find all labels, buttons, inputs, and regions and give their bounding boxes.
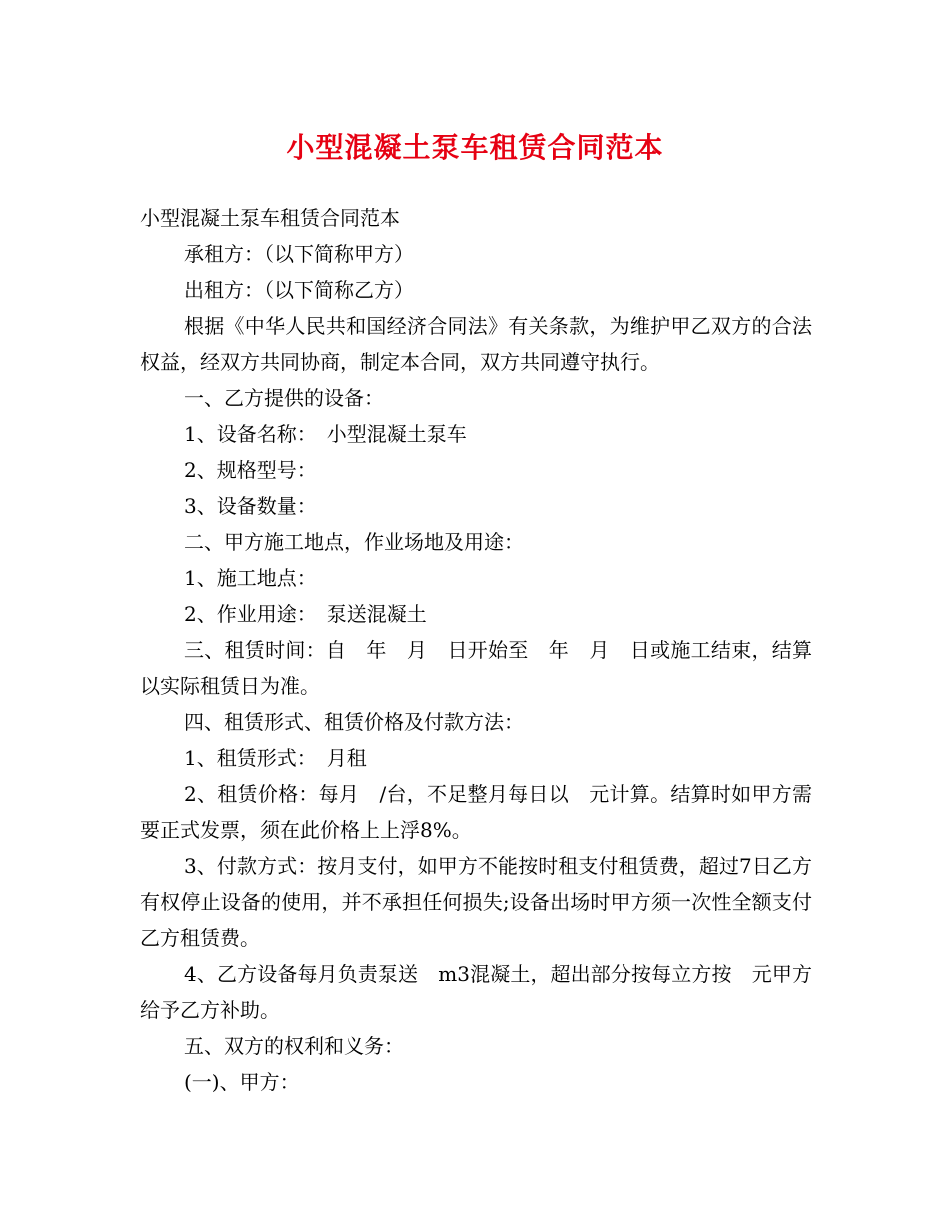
section-5-heading: 五、双方的权利和义务： bbox=[184, 1034, 404, 1058]
section-1-heading: 一、乙方提供的设备： bbox=[184, 386, 384, 410]
section-4-item-3: 3、付款方式：按月支付，如甲方不能按时租支付租赁费，超过7日乙方有权停止设备的使用，并不承担任何损失;设备出场时甲方须一次性全额支付乙方租赁费。 bbox=[140, 854, 812, 950]
paragraph-lessee: 承租方：（以下简称甲方） bbox=[184, 242, 414, 266]
section-4-item-2: 2、租赁价格：每月 /台，不足整月每日以 元计算。结算时如甲方需要正式发票，须在此价格上上浮8%。 bbox=[140, 782, 812, 842]
paragraph-lessor: 出租方：（以下简称乙方） bbox=[184, 278, 414, 302]
document-body bbox=[140, 200, 812, 1100]
paragraph-preamble: 根据《中华人民共和国经济合同法》有关条款，为维护甲乙双方的合法权益，经双方共同协商，制定本合同，双方共同遵守执行。 bbox=[140, 314, 812, 374]
section-4-item-1: 1、租赁形式： 月租 bbox=[184, 746, 367, 770]
section-4-heading: 四、租赁形式、租赁价格及付款方法： bbox=[184, 710, 524, 734]
paragraph-heading-repeat: 小型混凝土泵车租赁合同范本 bbox=[140, 206, 400, 230]
section-4-item-4: 4、乙方设备每月负责泵送 m3混凝土，超出部分按每立方按 元甲方给予乙方补助。 bbox=[140, 962, 812, 1022]
section-5-party-a: (一)、甲方： bbox=[184, 1070, 300, 1094]
section-1-item-3: 3、设备数量： bbox=[184, 494, 317, 518]
section-1-item-2: 2、规格型号： bbox=[184, 458, 317, 482]
section-2-item-1: 1、施工地点： bbox=[184, 566, 317, 590]
section-2-heading: 二、甲方施工地点，作业场地及用途： bbox=[184, 530, 524, 554]
section-1-item-1: 1、设备名称： 小型混凝土泵车 bbox=[184, 422, 467, 446]
section-2-item-2: 2、作业用途： 泵送混凝土 bbox=[184, 602, 427, 626]
document-title: 小型混凝土泵车租赁合同范本 bbox=[286, 131, 664, 164]
section-3-rental-period: 三、租赁时间：自 年 月 日开始至 年 月 日或施工结束，结算以实际租赁日为准。 bbox=[140, 638, 812, 698]
